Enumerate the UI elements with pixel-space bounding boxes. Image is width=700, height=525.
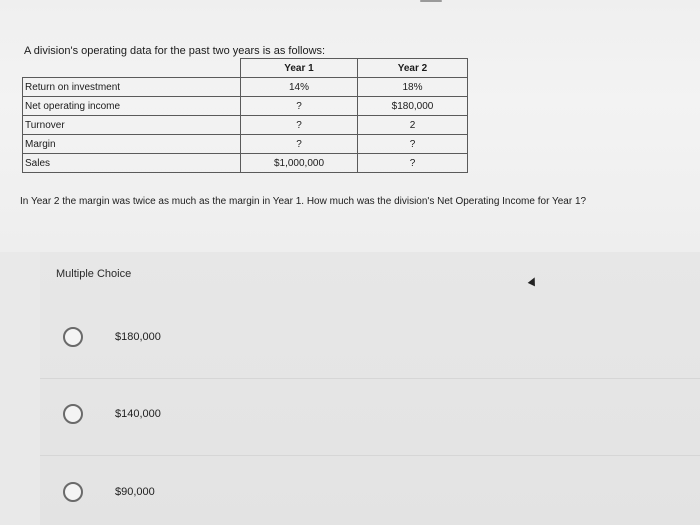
row-year1-value: 14%: [241, 78, 358, 97]
row-year1-value: ?: [241, 116, 358, 135]
radio-button[interactable]: [63, 327, 83, 347]
answer-option-text: $180,000: [115, 331, 161, 343]
answer-option-3[interactable]: [40, 461, 700, 523]
table-header-year1: Year 1: [241, 59, 358, 78]
answer-option-1[interactable]: [40, 306, 700, 368]
answer-option-2[interactable]: [40, 383, 700, 445]
option-divider: [40, 378, 700, 379]
table-row: [23, 78, 468, 97]
table-header-year2: Year 2: [358, 59, 468, 78]
row-year1-value: $1,000,000: [241, 154, 358, 173]
multiple-choice-label: Multiple Choice: [56, 268, 132, 280]
intro-text: A division's operating data for the past two years is as follows:: [24, 45, 326, 57]
radio-button[interactable]: [63, 482, 83, 502]
row-year2-value: ?: [358, 154, 468, 173]
top-tab-indicator: [420, 0, 442, 2]
row-year1-value: ?: [241, 97, 358, 116]
option-divider: [40, 455, 700, 456]
row-label: Net operating income: [23, 97, 241, 116]
operating-data-table: [22, 58, 468, 173]
answer-option-text: $90,000: [115, 486, 155, 498]
table-header-row: [23, 59, 468, 78]
mouse-cursor-icon: [528, 276, 539, 287]
row-label: Return on investment: [23, 78, 241, 97]
table-row: [23, 97, 468, 116]
row-label: Sales: [23, 154, 241, 173]
table-row: [23, 116, 468, 135]
answer-option-text: $140,000: [115, 408, 161, 420]
question-area: [0, 0, 700, 252]
row-year2-value: ?: [358, 135, 468, 154]
multiple-choice-panel: [40, 252, 700, 525]
row-year2-value: $180,000: [358, 97, 468, 116]
row-year1-value: ?: [241, 135, 358, 154]
table-row: [23, 135, 468, 154]
question-text: In Year 2 the margin was twice as much as the margin in Year 1. How much was the division's Net Operating Income for Year 1?: [20, 196, 587, 207]
row-label: Margin: [23, 135, 241, 154]
row-year2-value: 18%: [358, 78, 468, 97]
row-year2-value: 2: [358, 116, 468, 135]
row-label: Turnover: [23, 116, 241, 135]
table-row: [23, 154, 468, 173]
radio-button[interactable]: [63, 404, 83, 424]
table-header-blank: [23, 59, 241, 78]
